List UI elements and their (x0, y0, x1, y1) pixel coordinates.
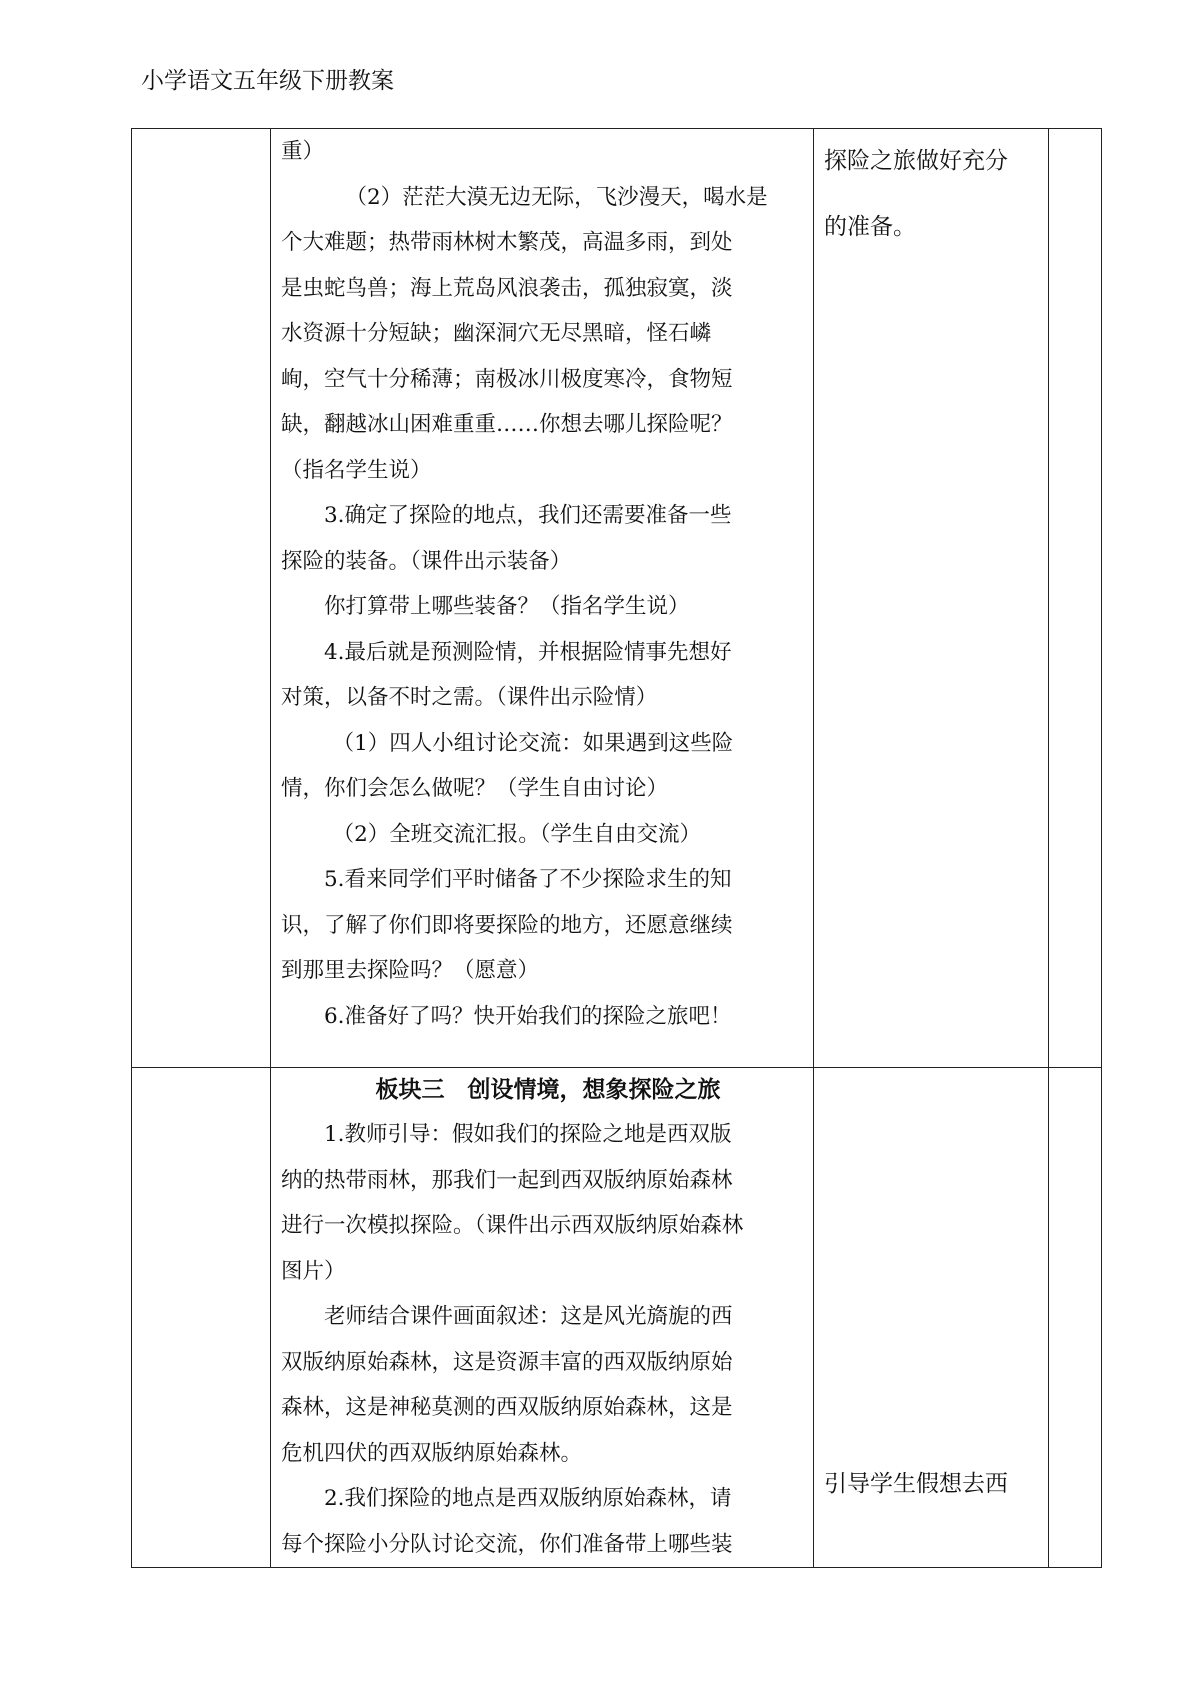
text-line: 图片） (281, 1258, 346, 1284)
lesson-plan-table (131, 128, 1102, 1568)
design-note-cell (814, 129, 1049, 1068)
text-line: 森林，这是神秘莫测的西双版纳原始森林，这是 (281, 1395, 733, 1420)
text-line: 探险的装备。（课件出示装备） (281, 548, 572, 574)
design-note: 引导学生假想去西 (824, 1471, 1008, 1497)
text-line: 进行一次模拟探险。（课件出示西双版纳原始森林 (281, 1213, 744, 1238)
design-note-cell (814, 1068, 1049, 1568)
design-note (814, 129, 1048, 245)
note-line: 探险之旅做好充分 (824, 148, 1008, 174)
stage-cell (132, 1068, 271, 1568)
text-line: 情，你们会怎么做呢？（学生自由讨论） (281, 776, 669, 801)
text-line: 你打算带上哪些装备？（指名学生说） (324, 594, 690, 619)
text-line: 个大难题；热带雨林树木繁茂，高温多雨，到处 (281, 230, 733, 255)
extra-cell (1049, 129, 1102, 1068)
text-line: 2.我们探险的地点是西双版纳原始森林，请 (324, 1486, 732, 1511)
text-line: （1）四人小组讨论交流：如果遇到这些险 (332, 730, 734, 756)
activity-cell (271, 1068, 814, 1568)
text-line: 老师结合课件画面叙述：这是风光旖旎的西 (324, 1304, 733, 1329)
text-line: 纳的热带雨林，那我们一起到西双版纳原始森林 (281, 1167, 733, 1193)
text-line: 对策，以备不时之需。（课件出示险情） (281, 685, 658, 710)
text-line: 5.看来同学们平时储备了不少探险求生的知 (324, 867, 732, 892)
text-line: 是虫蛇鸟兽；海上荒岛风浪袭击，孤独寂寞，淡 (281, 275, 733, 301)
note-line: 的准备。 (824, 214, 916, 240)
text-line: （2）茫茫大漠无边无际，飞沙漫天，喝水是 (345, 184, 768, 210)
activity-text (271, 1112, 813, 1567)
text-line: 每个探险小分队讨论交流，你们准备带上哪些装 (281, 1531, 733, 1557)
text-line: 6.准备好了吗？快开始我们的探险之旅吧！ (324, 1003, 732, 1029)
table-row (132, 1068, 1102, 1568)
extra-cell (1049, 1068, 1102, 1568)
text-line: 4.最后就是预测险情，并根据险情事先想好 (324, 639, 732, 665)
text-line: 缺，翻越冰山困难重重……你想去哪儿探险呢？ (281, 412, 733, 437)
table-row (132, 129, 1102, 1068)
page-header: 小学语文五年级下册教案 (141, 68, 394, 94)
text-line: 1.教师引导：假如我们的探险之地是西双版 (324, 1122, 732, 1147)
section-heading: 板块三 创设情境，想象探险之旅 (375, 1077, 721, 1103)
text-line: 识，了解了你们即将要探险的地方，还愿意继续 (281, 912, 733, 938)
text-line: 双版纳原始森林，这是资源丰富的西双版纳原始 (281, 1349, 733, 1375)
text-line: 水资源十分短缺；幽深洞穴无尽黑暗，怪石嶙 (281, 321, 712, 346)
activity-text (271, 129, 813, 1039)
text-line: （指名学生说） (281, 457, 432, 483)
text-line: 危机四伏的西双版纳原始森林。 (281, 1440, 583, 1466)
stage-cell (132, 129, 271, 1068)
text-line: 3.确定了探险的地点，我们还需要准备一些 (324, 503, 732, 528)
text-line: 峋，空气十分稀薄；南极冰川极度寒冷，食物短 (281, 366, 733, 392)
text-line: 到那里去探险吗？（愿意） (281, 958, 540, 983)
activity-cell (271, 129, 814, 1068)
text-line: （2）全班交流汇报。（学生自由交流） (332, 821, 702, 847)
text-line: 重） (281, 139, 325, 164)
